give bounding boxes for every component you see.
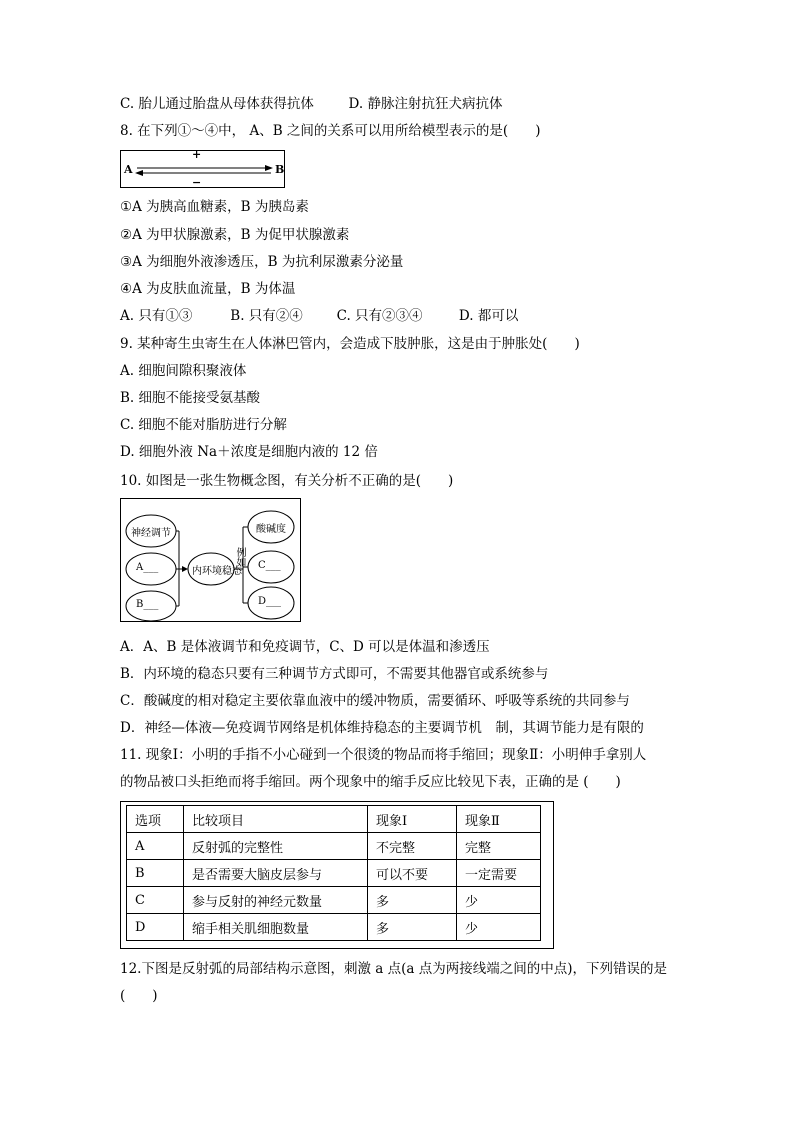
table-row [127,914,541,941]
q7-option-c: C. 胎儿通过胎盘从母体获得抗体 [120,96,314,112]
q11-comparison-table [126,805,541,941]
q8-item-1: ①A 为胰高血糖素，B 为胰岛素 [120,199,309,215]
q8-item-3: ③A 为细胞外液渗透压，B 为抗利尿激素分泌量 [120,254,404,270]
q10-arrowhead-center [182,566,188,572]
table-cell: 不完整 [368,833,457,860]
q8-model-label-a: A [124,163,133,176]
table-cell: 少 [457,887,541,914]
q10-label-right-bot: D___ [258,596,282,607]
table-cell: 一定需要 [457,860,541,887]
table-cell: D [127,914,184,941]
q8-option-d: D. 都可以 [458,308,519,324]
q8-item-2: ②A 为甲状腺激素，B 为促甲状腺激素 [120,227,350,243]
table-cell: 多 [368,887,457,914]
table-row [127,887,541,914]
table-header-cell: 选项 [127,806,184,833]
q11-question-line1: 11. 现象Ⅰ：小明的手指不小心碰到一个很烫的物品而将手缩回；现象Ⅱ：小明伸手拿别人 [120,747,647,763]
q8-item-4: ④A 为皮肤血流量，B 为体温 [120,281,296,297]
q8-model-diagram [120,150,285,188]
q8-arrows-svg [121,151,286,189]
table-header-cell: 现象Ⅱ [457,806,541,833]
table-cell: 完整 [457,833,541,860]
q10-label-center: 内环境稳态 [192,566,242,577]
q7-option-d: D. 静脉注射抗狂犬病抗体 [348,96,503,112]
q8-question: 8. 在下列①～④中， A、B 之间的关系可以用所给模型表示的是( ) [120,123,541,139]
table-row [127,860,541,887]
q12-question-line1: 12.下图是反射弧的局部结构示意图，刺激 a 点(a 点为两接线端之间的中点)，下列错误的是 [120,961,667,977]
table-cell: 少 [457,914,541,941]
table-header-cell: 比较项目 [184,806,368,833]
table-cell: 是否需要大脑皮层参与 [184,860,368,887]
q10-label-example: 例如 [234,547,245,567]
table-header-cell: 现象Ⅰ [368,806,457,833]
table-cell: 可以不要 [368,860,457,887]
q8-option-a: A. 只有①③ [120,308,193,324]
q10-label-right-top: 酸碱度 [256,524,286,535]
q8-model-plus: + [192,148,202,161]
q10-label-left-top: 神经调节 [131,528,171,539]
q10-option-d: D．神经—体液—免疫调节网络是机体维持稳态的主要调节机 制，其调节能力是有限的 [120,720,644,736]
table-cell: 反射弧的完整性 [184,833,368,860]
q8-option-c: C. 只有②③④ [336,308,423,324]
q8-arrowhead-right [265,165,273,171]
q8-options [120,307,518,325]
q9-option-a: A. 细胞间隙积聚液体 [120,363,247,379]
table-cell: 参与反射的神经元数量 [184,887,368,914]
q10-label-left-mid: A___ [136,562,159,573]
q9-option-b: B. 细胞不能接受氨基酸 [120,390,261,406]
q10-option-b: B．内环境的稳态只要有三种调节方式即可，不需要其他器官或系统参与 [120,666,549,682]
q9-question: 9. 某种寄生虫寄生在人体淋巴管内，会造成下肢肿胀，这是由于肿胀处( ) [120,336,580,352]
table-cell: A [127,833,184,860]
q8-arrowhead-left [135,170,143,176]
q12-question-line2: ( ) [120,988,158,1004]
table-cell: 缩手相关肌细胞数量 [184,914,368,941]
q8-model-label-b: B [275,163,285,176]
table-row [127,833,541,860]
q11-question-line2: 的物品被口头拒绝而将手缩回。两个现象中的缩手反应比较见下表，正确的是 ( ) [120,774,621,790]
q9-option-d: D. 细胞外液 Na＋浓度是细胞内液的 12 倍 [120,444,378,460]
table-cell: B [127,860,184,887]
q10-option-a: A．A、B 是体液调节和免疫调节，C、D 可以是体温和渗透压 [120,639,490,655]
table-cell: 多 [368,914,457,941]
table-header-row [127,806,541,833]
q10-question: 10. 如图是一张生物概念图，有关分析不正确的是( ) [120,473,454,489]
q7-options-line [120,95,502,113]
q9-option-c: C. 细胞不能对脂肪进行分解 [120,417,287,433]
q11-table-frame [120,801,554,949]
q10-label-right-mid: C___ [258,560,281,571]
table-cell: C [127,887,184,914]
q8-option-b: B. 只有②④ [230,308,303,324]
q10-label-left-bot: B___ [136,599,159,610]
q10-concept-map [120,498,301,622]
q8-model-minus: − [192,176,202,189]
q10-option-c: C．酸碱度的相对稳定主要依靠血液中的缓冲物质，需要循环、呼吸等系统的共同参与 [120,693,630,709]
